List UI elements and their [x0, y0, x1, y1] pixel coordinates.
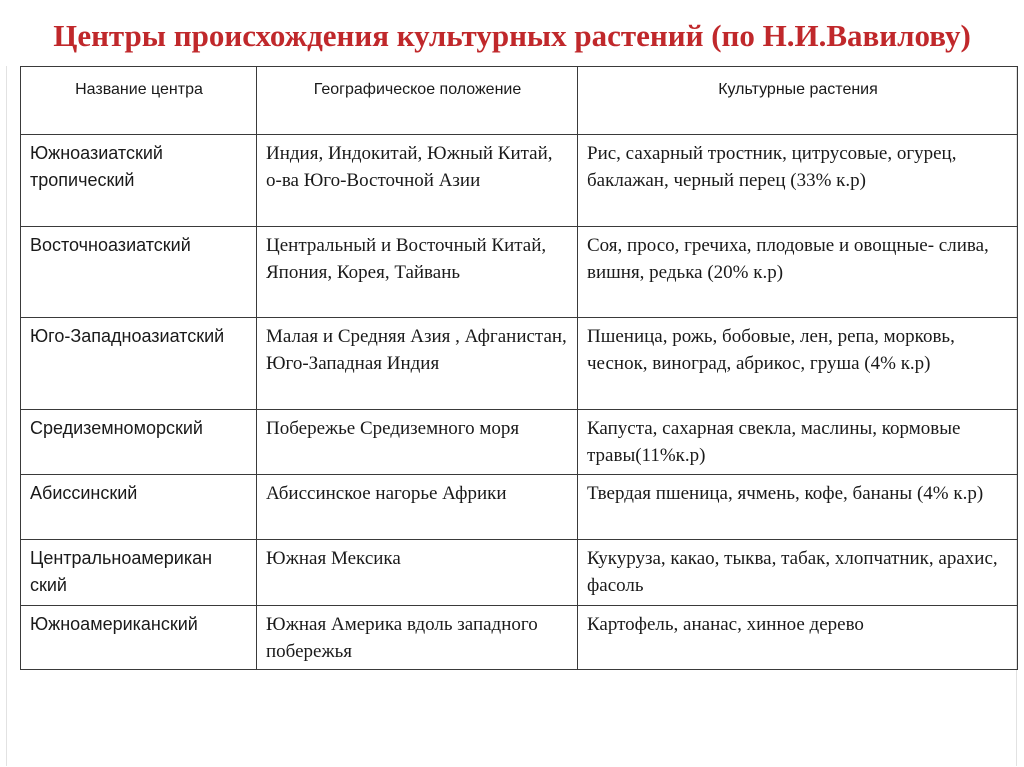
table-row: [21, 540, 1018, 606]
plants-cell: Пшеница, рожь, бобовые, лен, репа, морковь, чеснок, виноград, абрикос, груша (4% к.р): [578, 318, 1018, 410]
location-cell: Абиссинское нагорье Африки: [257, 475, 578, 540]
center-name-cell: Средиземноморский: [21, 410, 257, 475]
table-row: [21, 606, 1018, 670]
location-cell: Индия, Индокитай, Южный Китай, о-ва Юго-Восточной Азии: [257, 135, 578, 227]
table-row: [21, 318, 1018, 410]
plants-cell: Рис, сахарный тростник, цитрусовые, огурец, баклажан, черный перец (33% к.р): [578, 135, 1018, 227]
center-name-cell: Южноамериканский: [21, 606, 257, 670]
table-header-row: [21, 67, 1018, 135]
header-geographic-location: Географическое положение: [257, 67, 578, 135]
page-title: Центры происхождения культурных растений (по Н.И.Вавилову): [53, 18, 971, 53]
location-cell: Центральный и Восточный Китай, Япония, Корея, Тайвань: [257, 227, 578, 318]
center-name-cell: Абиссинский: [21, 475, 257, 540]
center-name-cell: Центральноамерикан ский: [21, 540, 257, 606]
location-cell: Побережье Средиземного моря: [257, 410, 578, 475]
plants-cell: Кукуруза, какао, тыква, табак, хлопчатник, арахис, фасоль: [578, 540, 1018, 606]
plants-cell: Твердая пшеница, ячмень, кофе, бананы (4% к.р): [578, 475, 1018, 540]
center-name-cell: Южноазиатский тропический: [21, 135, 257, 227]
plants-cell: Капуста, сахарная свекла, маслины, кормовые травы(11%к.р): [578, 410, 1018, 475]
table-row: [21, 475, 1018, 540]
table-row: [21, 227, 1018, 318]
center-name-cell: Восточноазиатский: [21, 227, 257, 318]
center-name-cell: Юго-Западноазиатский: [21, 318, 257, 410]
location-cell: Малая и Средняя Азия , Афганистан, Юго-Западная Индия: [257, 318, 578, 410]
location-cell: Южная Мексика: [257, 540, 578, 606]
table-row: [21, 410, 1018, 475]
centers-table: [20, 66, 1018, 670]
plants-cell: Картофель, ананас, хинное дерево: [578, 606, 1018, 670]
table-row: [21, 135, 1018, 227]
plants-cell: Соя, просо, гречиха, плодовые и овощные- слива, вишня, редька (20% к.р): [578, 227, 1018, 318]
location-cell: Южная Америка вдоль западного побережья: [257, 606, 578, 670]
header-cultivated-plants: Культурные растения: [578, 67, 1018, 135]
header-center-name: Название центра: [21, 67, 257, 135]
